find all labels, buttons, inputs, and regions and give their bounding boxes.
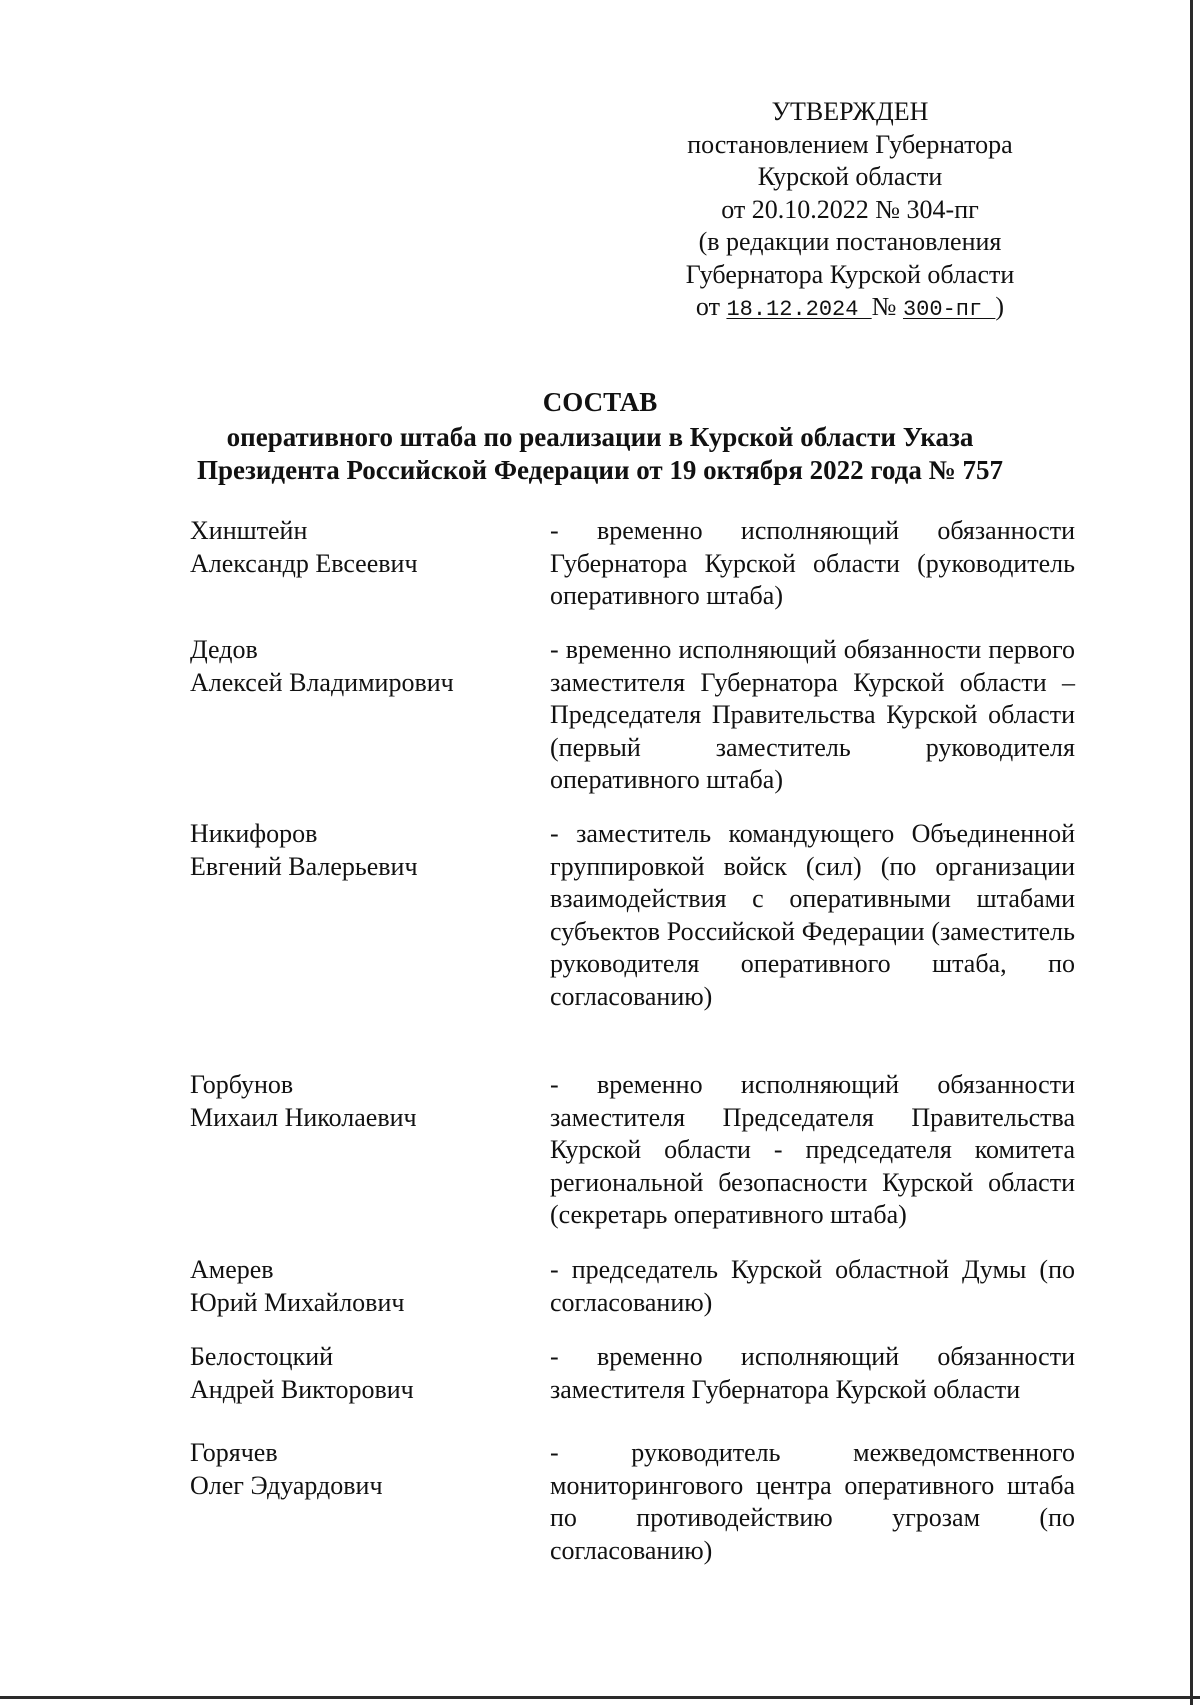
title-line-1: оперативного штаба по реализации в Курской области Указа (226, 422, 974, 452)
approval-line: (в редакции постановления (698, 227, 1002, 256)
member-surname: Дедов (190, 635, 258, 664)
member-given-names: Михаил Николаевич (190, 1102, 417, 1132)
approval-line: Курской области (757, 162, 943, 191)
member-name (190, 818, 520, 883)
member-role: - временно исполняющий обязанности Губернатора Курской области (руководитель оперативного штаба) (550, 516, 1075, 610)
member-surname: Хинштейн (190, 516, 308, 545)
member-name (190, 1069, 520, 1134)
approval-line: Губернатора Курской области (685, 259, 1015, 289)
edition-date: 18.12.2024 (726, 297, 872, 322)
member-name (190, 1437, 520, 1502)
title-line-2: Президента Российской Федерации от 19 октября 2022 года № 757 (197, 455, 1003, 485)
member-role: - временно исполняющий обязанности заместителя Губернатора Курской области (550, 1342, 1075, 1404)
member-name (190, 1341, 520, 1406)
member-surname: Амерев (190, 1255, 274, 1284)
member-given-names: Евгений Валерьевич (190, 851, 418, 881)
edition-prefix: от (695, 292, 720, 321)
member-surname: Горячев (190, 1438, 278, 1467)
approval-line: УТВЕРЖДЕН (771, 97, 929, 126)
member-given-names: Андрей Викторович (190, 1374, 414, 1404)
edition-line (640, 291, 1060, 327)
member-given-names: Алексей Владимирович (190, 667, 454, 697)
edition-close: ) (995, 292, 1005, 321)
member-given-names: Олег Эдуардович (190, 1470, 383, 1500)
member-name (190, 1254, 520, 1319)
member-role: - временно исполняющий обязанности заместителя Председателя Правительства Курской области - председателя комитета региональной безопасности Курской области (секретарь оперативного штаба) (550, 1070, 1075, 1229)
member-name (190, 634, 520, 699)
approval-line: от 20.10.2022 № 304-пг (721, 194, 979, 224)
member-surname: Горбунов (190, 1070, 294, 1099)
approval-line: постановлением Губернатора (687, 129, 1013, 159)
member-role: - руководитель межведомственного мониторингового центра оперативного штаба по противодействию угрозам (по согласованию) (550, 1438, 1075, 1565)
title-heading: СОСТАВ (542, 387, 658, 417)
member-surname: Никифоров (190, 819, 318, 848)
scan-edge-bottom (0, 1696, 1200, 1699)
member-given-names: Юрий Михайлович (190, 1287, 405, 1317)
document-title (150, 386, 1050, 487)
member-role: - заместитель командующего Объединенной группировкой войск (сил) (по организации взаимодействия с оперативными штабами субъектов Российской Федерации (заместитель руководителя оперативного штаба, по согласованию) (550, 819, 1075, 1011)
member-name (190, 515, 520, 580)
member-role: - временно исполняющий обязанности первого заместителя Губернатора Курской области – Председателя Правительства Курской области (первый заместитель руководителя оперативного штаба) (550, 635, 1075, 794)
scan-edge-right (1190, 0, 1193, 1705)
member-surname: Белостоцкий (190, 1342, 334, 1371)
member-given-names: Александр Евсеевич (190, 548, 418, 578)
member-role: - председатель Курской областной Думы (по согласованию) (550, 1255, 1075, 1317)
edition-number-sign: № (871, 292, 897, 321)
edition-number: 300-пг (902, 297, 996, 322)
approval-stamp-block (640, 96, 1060, 327)
